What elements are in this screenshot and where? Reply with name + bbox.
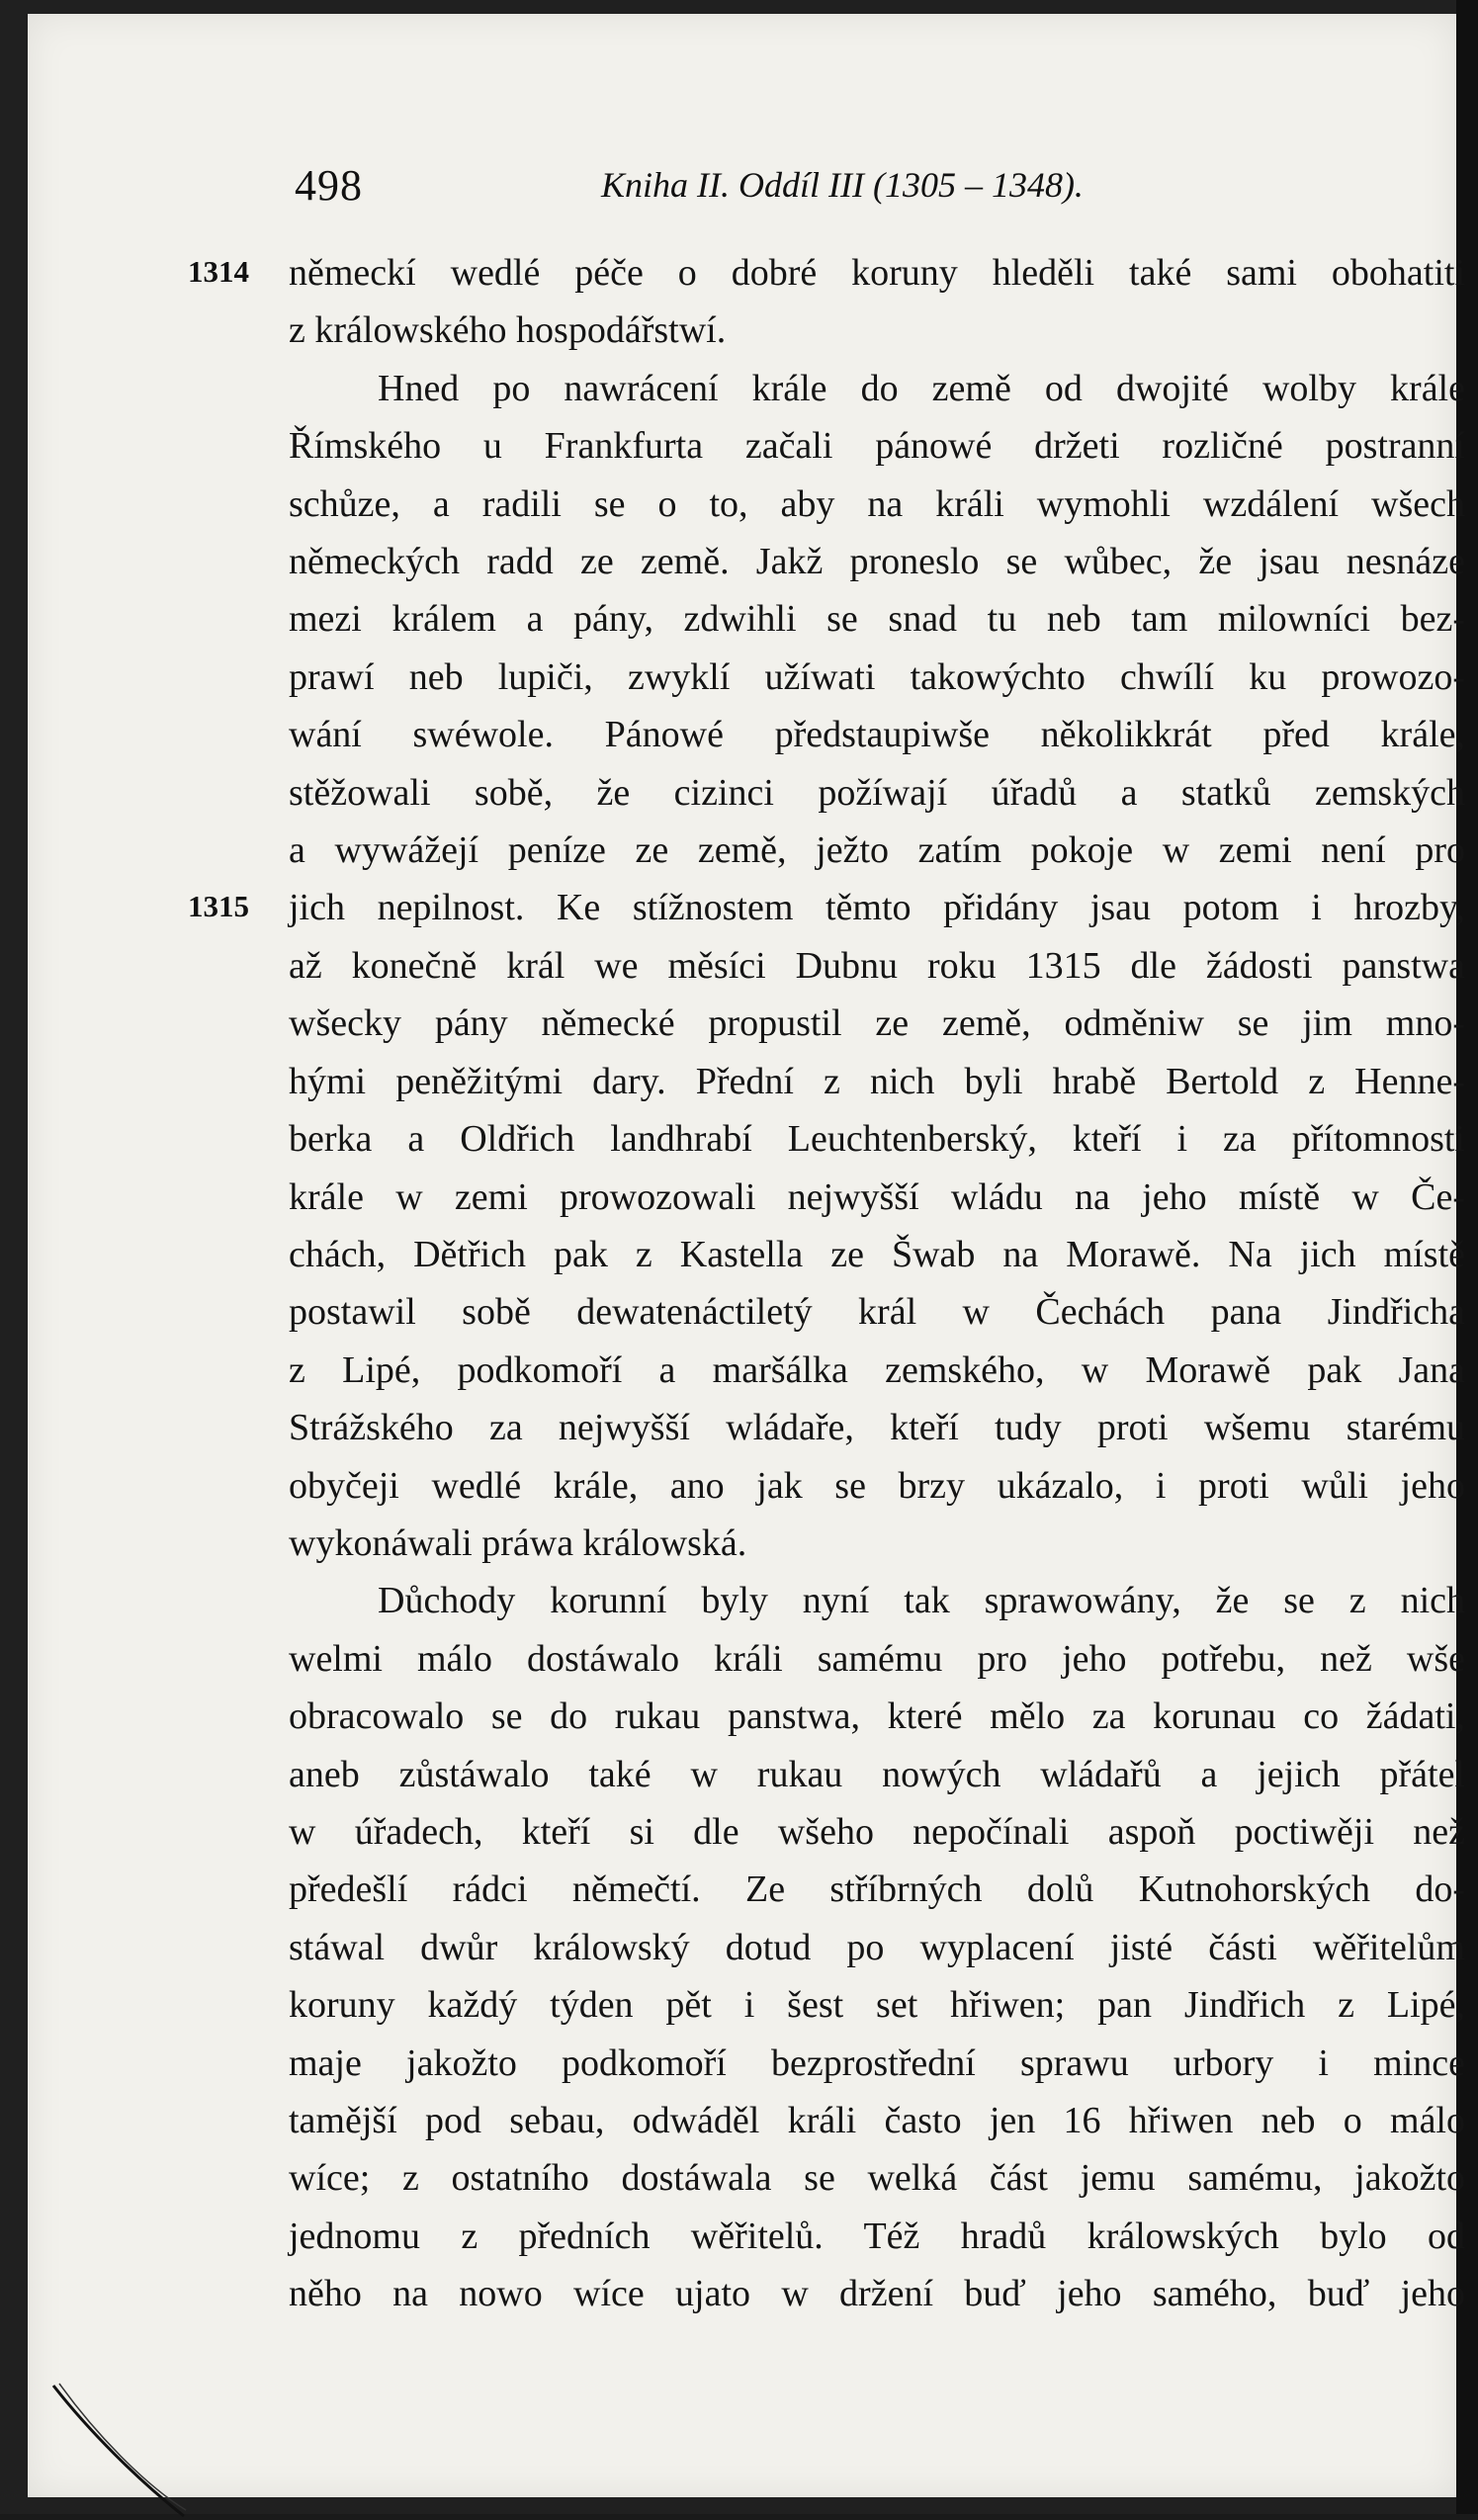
text-line: Římského u Frankfurta začali pánowé držeti rozličné postranní: [289, 425, 1465, 468]
text-line: jich nepilnost. Ke stížnostem těmto přidány jsau potom i hrozby,: [289, 887, 1465, 929]
text-line: chách, Dětřich pak z Kastella ze Šwab na Morawě. Na jich místě: [289, 1233, 1465, 1275]
text-line: w úřadech, kteří si dle wšeho nepočínali aspoň poctiwěji než: [289, 1810, 1465, 1853]
page-header: [28, 160, 1456, 219]
running-title: Kniha II. Oddíl III (1305 – 1348).: [601, 165, 1084, 205]
text-line: Strážského za nejwyšší wládaře, kteří tudy proti wšemu starému: [289, 1407, 1465, 1449]
text-line: wání swéwole. Pánowé předstaupiwše několikkrát před krále,: [289, 714, 1465, 756]
paragraph-start-line: Důchody korunní byly nyní tak sprawowány, že se z nich: [378, 1580, 1465, 1622]
text-line: obyčeji wedlé krále, ano jak se brzy ukázalo, i proti wůli jeho: [289, 1464, 1465, 1507]
text-line: wšecky pány německé propustil ze země, odměniw se jim mno-: [289, 1002, 1465, 1045]
text-line: krále w zemi prowozowali nejwyšší wládu na jeho místě w Če-: [289, 1175, 1465, 1218]
book-page: [28, 14, 1465, 2497]
text-line: schůze, a radili se o to, aby na králi wymohli wzdálení wšech: [289, 482, 1465, 525]
paragraph-start-line: Hned po nawrácení krále do země od dwojité wolby krále: [378, 367, 1465, 409]
text-line: tamější pod sebau, odwáděl králi často jen 16 hřiwen neb o málo: [289, 2100, 1465, 2141]
text-line: a wywážejí peníze ze země, ježto zatím pokoje w zemi není pro: [289, 829, 1465, 872]
text-line: něho na nowo wíce ujato w držení buď jeho samého, buď jeho: [289, 2273, 1465, 2315]
text-line: berka a Oldřich landhrabí Leuchtenberský, kteří i za přítomnosti: [289, 1118, 1465, 1161]
text-line: stěžowali sobě, že cizinci požíwají úřadů a statků zemských: [289, 771, 1465, 814]
text-line: wykonáwali práwa králowská.: [289, 1521, 747, 1564]
margin-year-1315: 1315: [188, 889, 249, 923]
text-line: německí wedlé péče o dobré koruny hleděli také sami obohatiti: [289, 252, 1465, 294]
text-line: hými peněžitými dary. Přední z nich byli hrabě Bertold z Henne-: [289, 1060, 1465, 1102]
text-line: z Lipé, podkomoří a maršálka zemského, w Morawě pak Jana: [289, 1348, 1465, 1391]
text-line: maje jakožto podkomoří bezprostřední sprawu urbory i mince: [289, 2042, 1465, 2084]
text-line: stáwal dwůr králowský dotud po wyplacení jisté části wěřitelům: [289, 1926, 1465, 1968]
text-line: prawí neb lupiči, zwyklí užíwati takowýchto chwílí ku prowozo-: [289, 655, 1465, 698]
body-text: [289, 244, 1465, 2323]
text-line: koruny každý týden pět i šest set hřiwen; pan Jindřich z Lipé,: [289, 1984, 1465, 2027]
text-line: až konečně král we měsíci Dubnu roku 1315 dle žádosti panstwa: [289, 944, 1465, 987]
text-line: obracowalo se do rukau panstwa, které mělo za korunau co žádati,: [289, 1695, 1465, 1738]
text-line: německých radd ze země. Jakž proneslo se wůbec, že jsau nesnáze: [289, 541, 1465, 583]
page-number: 498: [295, 161, 363, 210]
text-line: postawil sobě dewatenáctiletý král w Čechách pana Jindřicha: [289, 1291, 1465, 1334]
ink-stroke-mark: [49, 2382, 188, 2520]
text-line: z králowského hospodářstwí.: [289, 309, 727, 352]
text-line: mezi králem a pány, zdwihli se snad tu neb tam milowníci bez-: [289, 598, 1465, 641]
margin-year-1314: 1314: [188, 254, 249, 289]
text-line: welmi málo dostáwalo králi samému pro jeho potřebu, než wše: [289, 1637, 1465, 1680]
text-line: jednomu z předních wěřitelů. Též hradů králowských bylo od: [289, 2215, 1465, 2257]
text-line: aneb zůstáwalo také w rukau nowých wládařů a jejich přátel: [289, 1753, 1465, 1795]
text-line: wíce; z ostatního dostáwala se welká část jemu samému, jakožto: [289, 2157, 1465, 2200]
text-line: předešlí rádci němečtí. Ze stříbrných dolů Kutnohorských do-: [289, 1868, 1465, 1911]
